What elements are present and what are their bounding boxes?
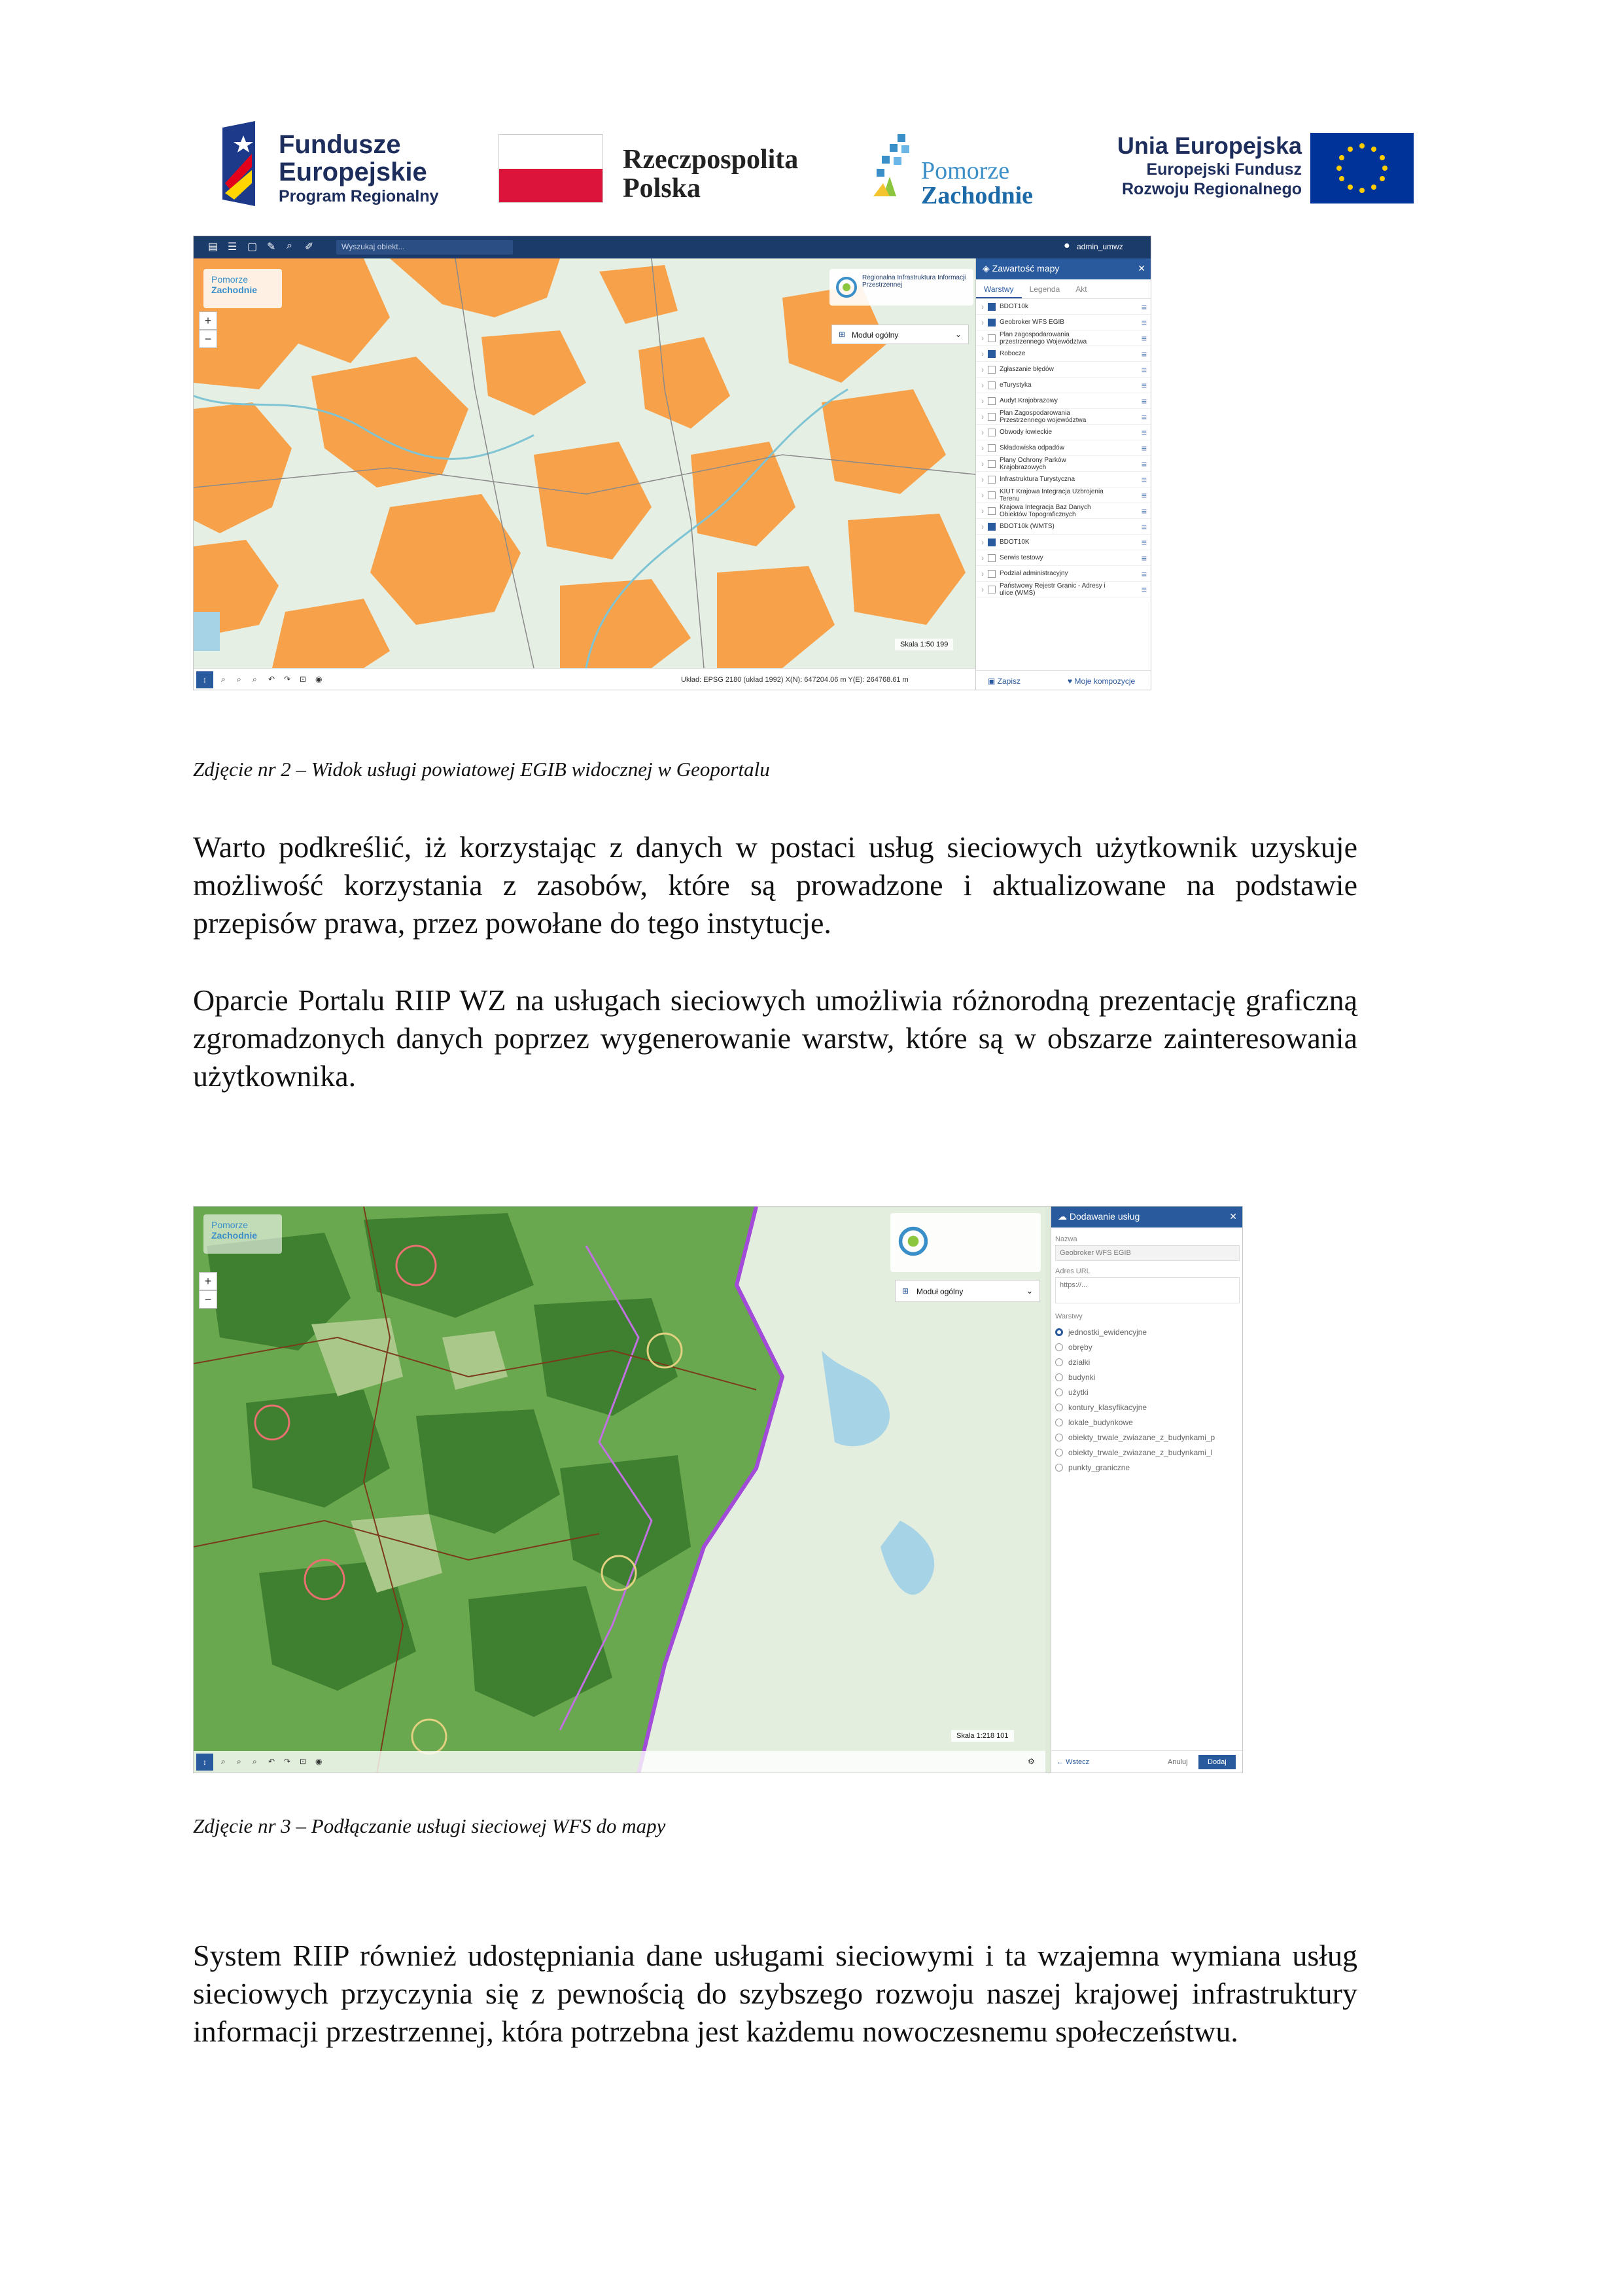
panel-title: Zawartość mapy: [992, 263, 1060, 274]
layer-row[interactable]: [976, 582, 1151, 597]
layer-radio[interactable]: [1055, 1373, 1063, 1381]
menu-icon[interactable]: ≡: [1141, 521, 1147, 532]
pl-flag-icon: [498, 134, 603, 203]
layer-checkbox[interactable]: [988, 586, 996, 593]
menu-icon[interactable]: ≡: [1141, 552, 1147, 563]
chevron-right-icon[interactable]: ›: [981, 537, 984, 547]
layer-label: Zgłaszanie błędów: [1000, 366, 1054, 373]
fe-line3: Program Regionalny: [279, 187, 439, 205]
ue-line2: Europejski Fundusz: [1146, 160, 1302, 179]
layer-checkbox[interactable]: [988, 350, 996, 358]
layer-option[interactable]: [1055, 1324, 1240, 1339]
layer-list: [976, 299, 1151, 597]
zoom-out-icon[interactable]: ⌕: [253, 675, 257, 684]
my-compositions-button[interactable]: ♥ Moje kompozycje: [1068, 677, 1136, 686]
back-label: Wstecz: [1066, 1758, 1090, 1766]
layer-label: Audyt Krajobrazowy: [1000, 397, 1058, 404]
rp-line2: Polska: [623, 173, 701, 203]
layer-checkbox[interactable]: [988, 303, 996, 311]
module-select[interactable]: [831, 325, 969, 344]
undo-icon[interactable]: ↶: [268, 675, 275, 684]
menu-icon[interactable]: ≡: [1141, 474, 1147, 485]
layer-option-label: kontury_klasyfikacyjne: [1068, 1402, 1147, 1412]
menu-icon[interactable]: ≡: [1141, 505, 1147, 516]
menu-icon[interactable]: ≡: [1141, 301, 1147, 312]
layer-radio[interactable]: [1055, 1358, 1063, 1366]
layer-radio[interactable]: [1055, 1404, 1063, 1411]
chevron-right-icon[interactable]: ›: [981, 349, 984, 359]
pencil-icon[interactable]: ✐: [305, 241, 314, 253]
layer-label: Podział administracyjny: [1000, 570, 1068, 577]
layer-checkbox[interactable]: [988, 366, 996, 374]
layer-option[interactable]: [1055, 1354, 1240, 1369]
module-label: Moduł ogólny: [916, 1287, 964, 1296]
name-field[interactable]: Geobroker WFS EGIB: [1055, 1245, 1240, 1261]
panel-tabs: [976, 279, 1151, 299]
cloud-icon: ☁: [1058, 1211, 1067, 1222]
menu-icon[interactable]: ≡: [1141, 364, 1147, 375]
chevron-right-icon[interactable]: ›: [981, 521, 984, 531]
save-button[interactable]: ▣ Zapisz: [988, 677, 1021, 686]
rp-line1: Rzeczpospolita: [623, 145, 799, 175]
camera-icon[interactable]: ◉: [315, 675, 323, 684]
menu-icon[interactable]: ≡: [1141, 380, 1147, 391]
layer-radio[interactable]: [1055, 1343, 1063, 1351]
menu-icon[interactable]: ≡: [1141, 584, 1147, 595]
layer-option-label: jednostki_ewidencyjne: [1068, 1327, 1147, 1337]
fe-line1: Fundusze: [279, 130, 401, 159]
back-button[interactable]: ← Wstecz: [1056, 1758, 1090, 1766]
chevron-right-icon[interactable]: ›: [981, 474, 984, 484]
top-toolbar: [194, 236, 1151, 258]
menu-icon[interactable]: ≡: [1141, 568, 1147, 579]
coords-readout: Układ: EPSG 2180 (układ 1992) X(N): 647204.06 m Y(E): 264768.61 m: [681, 676, 909, 684]
menu-icon[interactable]: ≡: [1141, 489, 1147, 501]
layer-label: Składowiska odpadów: [1000, 444, 1064, 451]
panel-footer: [1051, 1750, 1243, 1773]
layers-icon: ◈: [983, 263, 990, 274]
layer-row[interactable]: [976, 393, 1151, 409]
layer-checkbox[interactable]: [988, 523, 996, 531]
add-service-panel: [1051, 1207, 1243, 1773]
layer-checkbox[interactable]: [988, 570, 996, 578]
chevron-right-icon[interactable]: ›: [981, 427, 984, 437]
pz-line1: Pomorze: [921, 157, 1010, 185]
layer-label: KIUT Krajowa Integracja Uzbrojenia Terenu: [1000, 487, 1104, 503]
layer-checkbox[interactable]: [988, 476, 996, 484]
layer-checkbox[interactable]: [988, 460, 996, 468]
layer-option[interactable]: [1055, 1339, 1240, 1354]
window-icon[interactable]: ▢: [247, 241, 258, 253]
tab-legenda[interactable]: Legenda: [1029, 285, 1060, 294]
layer-row[interactable]: [976, 472, 1151, 487]
layer-label: Infrastruktura Turystyczna: [1000, 476, 1075, 483]
layer-label: BDOT10k: [1000, 303, 1028, 310]
url-field[interactable]: https://...: [1055, 1277, 1240, 1303]
search-icon[interactable]: ⌕: [287, 240, 292, 251]
layer-row[interactable]: [976, 566, 1151, 582]
map-logo: [203, 1214, 282, 1254]
layer-row[interactable]: [976, 425, 1151, 440]
fe-star-icon: [216, 121, 268, 206]
layer-row[interactable]: [976, 456, 1151, 472]
save-label: Zapisz: [997, 677, 1021, 686]
layer-checkbox[interactable]: [988, 539, 996, 546]
chevron-right-icon[interactable]: ›: [981, 364, 984, 374]
layer-row[interactable]: [976, 346, 1151, 362]
layer-row[interactable]: [976, 535, 1151, 550]
chevron-right-icon[interactable]: ›: [981, 333, 984, 343]
ue-line3: Rozwoju Regionalnego: [1122, 180, 1302, 198]
fe-line2: Europejskie: [279, 158, 427, 186]
layer-checkbox[interactable]: [988, 319, 996, 327]
zoom-icon[interactable]: ⌕: [221, 1757, 226, 1766]
menu-icon[interactable]: ≡: [1141, 411, 1147, 422]
map-logo-line1: Pomorze: [211, 274, 249, 285]
riip-logo: [890, 1213, 1041, 1272]
pan-button[interactable]: ↕: [196, 1754, 213, 1771]
search-input[interactable]: Wyszukaj obiekt...: [336, 240, 513, 255]
menu-icon[interactable]: ≡: [1141, 317, 1147, 328]
layer-row[interactable]: [976, 503, 1151, 519]
chevron-down-icon: ⌄: [954, 330, 962, 339]
layer-option-label: budynki: [1068, 1372, 1096, 1382]
chevron-right-icon[interactable]: ›: [981, 443, 984, 453]
layer-radio[interactable]: [1055, 1449, 1063, 1457]
cancel-button[interactable]: Anuluj: [1168, 1758, 1188, 1766]
scale-readout: Skala 1:50 199: [895, 639, 953, 650]
chevron-right-icon[interactable]: ›: [981, 506, 984, 516]
layer-row[interactable]: [976, 487, 1151, 503]
geoportal-screenshot-1: [193, 236, 1151, 690]
layer-checkbox[interactable]: [988, 334, 996, 342]
riip-icon: [897, 1225, 930, 1258]
layer-label: Robocze: [1000, 350, 1026, 357]
layer-radio[interactable]: [1055, 1434, 1063, 1441]
menu-icon[interactable]: ≡: [1141, 332, 1147, 344]
chevron-right-icon[interactable]: ›: [981, 459, 984, 468]
panel-title: Dodawanie usług: [1069, 1211, 1140, 1222]
layer-row[interactable]: [976, 440, 1151, 456]
layer-checkbox[interactable]: [988, 413, 996, 421]
menu-icon[interactable]: ≡: [1141, 348, 1147, 359]
geoportal-screenshot-2: [193, 1206, 1243, 1773]
add-button[interactable]: Dodaj: [1198, 1755, 1236, 1769]
layer-option-label: obiekty_trwale_zwiazane_z_budynkami_p: [1068, 1432, 1215, 1442]
riip-icon: [835, 275, 858, 299]
ue-line1: Unia Europejska: [1117, 132, 1302, 159]
menu-icon[interactable]: ≡: [1141, 395, 1147, 406]
module-select[interactable]: [895, 1280, 1040, 1302]
logo-strip: [216, 118, 1413, 216]
zoom-out-button[interactable]: −: [199, 330, 217, 348]
layer-row[interactable]: [976, 299, 1151, 315]
map-logo: [203, 269, 282, 308]
layer-radio[interactable]: [1055, 1328, 1063, 1336]
layer-row[interactable]: [976, 330, 1151, 346]
extent-icon[interactable]: ⊡: [300, 1757, 307, 1766]
zoom-box-icon[interactable]: ⌕: [237, 1757, 241, 1766]
menu-icon[interactable]: ≡: [1141, 427, 1147, 438]
layer-label: Plan Zagospodarowania Przestrzennego województwa: [1000, 409, 1087, 424]
map-logo-line2: Zachodnie: [211, 1230, 258, 1241]
zoom-box-icon[interactable]: ⌕: [237, 675, 241, 684]
layer-label: BDOT10k (WMTS): [1000, 523, 1055, 530]
name-label: Nazwa: [1055, 1235, 1077, 1243]
grid-icon: ⊞: [902, 1286, 909, 1296]
my-compositions-label: Moje kompozycje: [1074, 677, 1136, 686]
zoom-in-button[interactable]: +: [199, 311, 217, 330]
layer-option[interactable]: [1055, 1445, 1240, 1460]
layer-option-label: punkty_graniczne: [1068, 1462, 1130, 1472]
bottom-toolbar: [194, 668, 975, 690]
layer-label: Krajowa Integracja Baz Danych Obiektów Topograficznych: [1000, 503, 1091, 518]
panel-header: [1051, 1207, 1243, 1227]
user-name[interactable]: admin_umwz: [1077, 242, 1123, 251]
layer-option[interactable]: [1055, 1369, 1240, 1385]
layer-option[interactable]: [1055, 1400, 1240, 1415]
layer-checkbox[interactable]: [988, 491, 996, 499]
caption-2: Zdjęcie nr 3 – Podłączanie usługi sieciowej WFS do mapy: [193, 1814, 666, 1837]
layer-option-label: obręby: [1068, 1342, 1092, 1352]
wrench-icon[interactable]: ✎: [267, 241, 276, 253]
paragraph-2: Oparcie Portalu RIIP WZ na usługach sieciowych umożliwia różnorodną prezentację graficzną zgromadzonych danych poprzez wygenerowanie warstw, które są w obszarze zainteresowania użytkownika.: [193, 983, 1357, 1093]
url-label: Adres URL: [1055, 1267, 1091, 1275]
layer-option[interactable]: [1055, 1460, 1240, 1475]
riip-text: Regionalna Infrastruktura Informacji Przestrzennej: [862, 274, 966, 289]
file-icon[interactable]: ▤: [208, 241, 218, 253]
tab-akt[interactable]: Akt: [1075, 285, 1087, 294]
layer-checkbox[interactable]: [988, 429, 996, 436]
layer-label: Plany Ochrony Parków Krajobrazowych: [1000, 456, 1066, 471]
chevron-right-icon[interactable]: ›: [981, 490, 984, 500]
layer-label: Geobroker WFS EGIB: [1000, 319, 1064, 326]
redo-icon[interactable]: ↷: [284, 675, 291, 684]
layer-option-label: lokale_budynkowe: [1068, 1417, 1133, 1427]
layer-row[interactable]: [976, 409, 1151, 425]
layer-label: BDOT10K: [1000, 539, 1030, 546]
close-icon[interactable]: ✕: [1229, 1211, 1237, 1222]
layer-row[interactable]: [976, 315, 1151, 330]
paragraph-3: System RIIP również udostępniania dane usługami sieciowymi i ta wzajemna wymiana usług sieciowych przyczynia się z pewnością do szybszego rozwoju naszej krajowej infrastruktury informacji przestrzennej, która potrzebna jest każdemu nowoczesnemu społeczeństwu.: [193, 1939, 1357, 2048]
pan-button[interactable]: ↕: [196, 671, 213, 688]
layer-radio[interactable]: [1055, 1388, 1063, 1396]
map-content-panel: [975, 258, 1151, 690]
chevron-right-icon[interactable]: ›: [981, 584, 984, 594]
layer-row[interactable]: [976, 550, 1151, 566]
caption-1: Zdjęcie nr 2 – Widok usługi powiatowej EGIB widocznej w Geoportalu: [193, 758, 770, 781]
pz-line2: Zachodnie: [921, 182, 1034, 209]
paragraph-1: Warto podkreślić, iż korzystając z danych w postaci usług sieciowych użytkownik uzyskuje możliwość korzystania z zasobów, które są prowadzone i aktualizowane na podstawie przepisów prawa, przez powołane do tego instytucje.: [193, 830, 1357, 940]
zoom-out-icon[interactable]: ⌕: [253, 1757, 257, 1766]
eu-flag-icon: [1310, 133, 1414, 203]
layer-option[interactable]: [1055, 1415, 1240, 1430]
chevron-right-icon[interactable]: ›: [981, 396, 984, 406]
user-icon[interactable]: ●: [1064, 240, 1070, 251]
settings-icon[interactable]: ⚙: [1028, 1757, 1035, 1766]
layer-radio[interactable]: [1055, 1464, 1063, 1472]
bottom-toolbar: [194, 1751, 1045, 1773]
zoom-out-button[interactable]: −: [199, 1290, 217, 1309]
list-icon[interactable]: ☰: [228, 241, 237, 253]
layer-checkbox[interactable]: [988, 554, 996, 562]
layer-option[interactable]: [1055, 1430, 1240, 1445]
layer-option-label: obiekty_trwale_zwiazane_z_budynkami_l: [1068, 1447, 1213, 1457]
layer-row[interactable]: [976, 362, 1151, 378]
map-logo-line2: Zachodnie: [211, 285, 258, 295]
layer-label: Państwowy Rejestr Granic - Adresy i ulice (WMS): [1000, 582, 1106, 597]
camera-icon[interactable]: ◉: [315, 1757, 323, 1766]
layer-option[interactable]: [1055, 1385, 1240, 1400]
chevron-right-icon[interactable]: ›: [981, 380, 984, 390]
panel-footer: [976, 670, 1151, 690]
layer-checkbox[interactable]: [988, 397, 996, 405]
chevron-right-icon[interactable]: ›: [981, 412, 984, 421]
menu-icon[interactable]: ≡: [1141, 458, 1147, 469]
layer-checkbox[interactable]: [988, 444, 996, 452]
map-logo-line1: Pomorze: [211, 1220, 249, 1230]
layer-label: Serwis testowy: [1000, 554, 1043, 561]
riip-logo: [829, 269, 973, 306]
layer-row[interactable]: [976, 519, 1151, 535]
layer-option-list: [1055, 1324, 1240, 1475]
layer-checkbox[interactable]: [988, 381, 996, 389]
layer-option-label: działki: [1068, 1357, 1091, 1367]
grid-icon: ⊞: [839, 330, 846, 339]
chevron-right-icon[interactable]: ›: [981, 317, 984, 327]
pomorze-zachodnie-icon: [870, 131, 922, 203]
chevron-right-icon[interactable]: ›: [981, 569, 984, 578]
layer-label: eTurystyka: [1000, 381, 1032, 389]
redo-icon[interactable]: ↷: [284, 1757, 291, 1766]
chevron-right-icon[interactable]: ›: [981, 553, 984, 563]
layer-row[interactable]: [976, 378, 1151, 393]
tab-warstwy[interactable]: Warstwy: [976, 279, 1022, 298]
layer-label: Obwody łowieckie: [1000, 429, 1053, 436]
close-icon[interactable]: ✕: [1138, 263, 1145, 274]
layer-option-label: użytki: [1068, 1387, 1089, 1397]
extent-icon[interactable]: ⊡: [300, 675, 307, 684]
layer-label: Plan zagospodarowania przestrzennego Województwa: [1000, 330, 1087, 345]
layer-radio[interactable]: [1055, 1419, 1063, 1426]
panel-header: [976, 258, 1151, 279]
module-label: Moduł ogólny: [852, 330, 899, 340]
undo-icon[interactable]: ↶: [268, 1757, 275, 1766]
zoom-in-button[interactable]: +: [199, 1272, 217, 1290]
scale-readout: Skala 1:218 101: [951, 1730, 1014, 1742]
map-orange[interactable]: [194, 258, 975, 668]
menu-icon[interactable]: ≡: [1141, 442, 1147, 453]
chevron-right-icon[interactable]: ›: [981, 302, 984, 311]
layer-checkbox[interactable]: [988, 507, 996, 515]
menu-icon[interactable]: ≡: [1141, 537, 1147, 548]
zoom-icon[interactable]: ⌕: [221, 675, 226, 684]
chevron-down-icon: ⌄: [1026, 1286, 1033, 1296]
layers-label: Warstwy: [1055, 1313, 1083, 1320]
